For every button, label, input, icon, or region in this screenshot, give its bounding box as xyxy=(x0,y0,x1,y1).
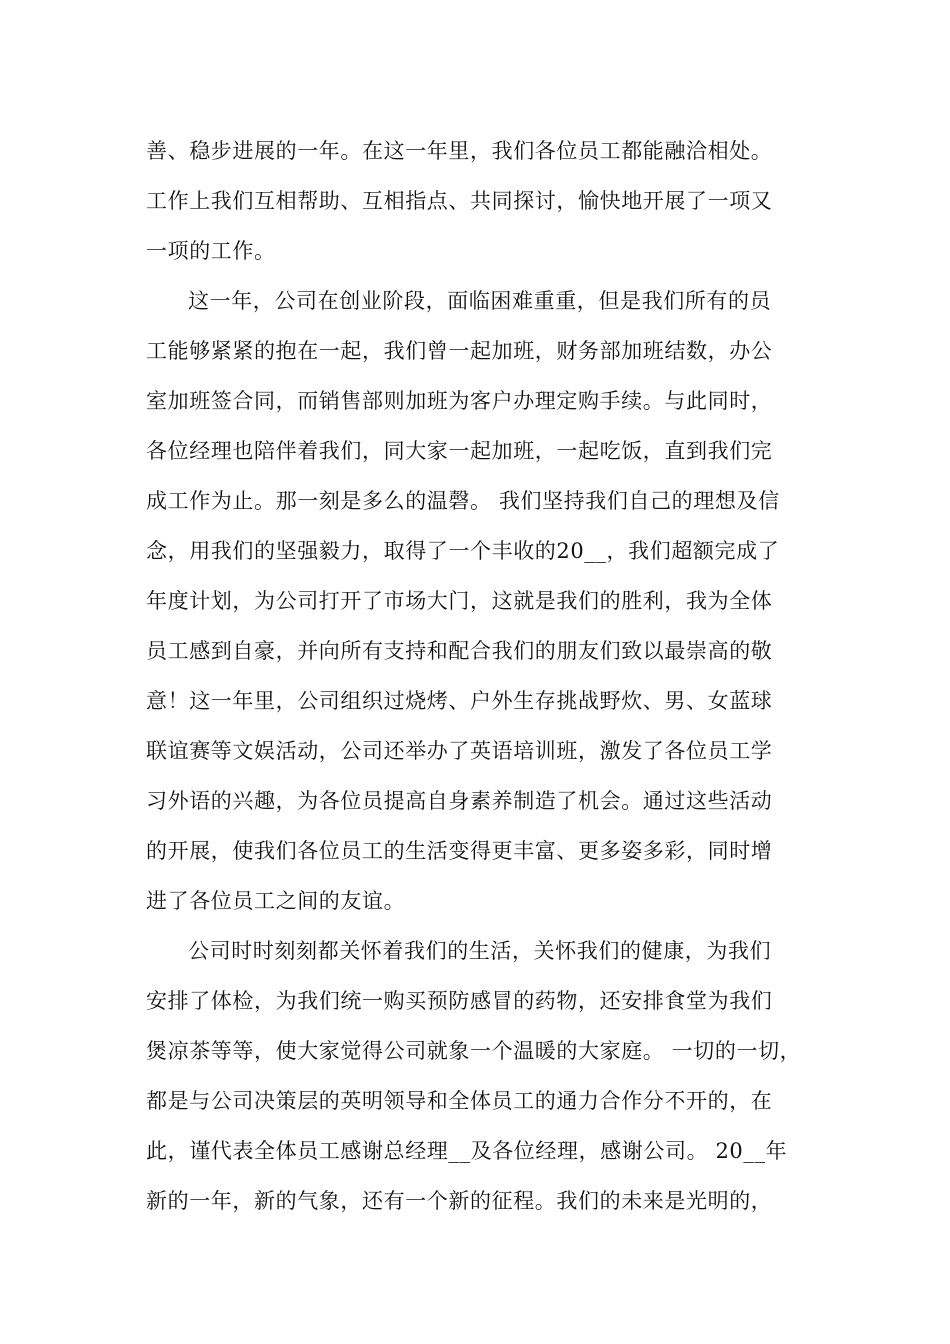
text-line: 工能够紧紧的抱在一起，我们曾一起加班，财务部加班结数，办公 xyxy=(146,339,773,363)
text-line: 进了各位员工之间的友谊。 xyxy=(146,889,406,913)
text-line: 年度计划，为公司打开了市场大门，这就是我们的胜利，我为全体 xyxy=(146,589,773,613)
text-line: 意！这一年里，公司组织过烧烤、户外生存挑战野炊、男、女蓝球 xyxy=(146,689,773,713)
text-line: 善、稳步进展的一年。在这一年里，我们各位员工都能融洽相处。 xyxy=(146,139,773,163)
text-line: 员工感到自豪，并向所有支持和配合我们的朋友们致以最崇高的敬 xyxy=(146,639,773,663)
text-line: 的开展，使我们各位员工的生活变得更丰富、更多姿多彩，同时增 xyxy=(146,839,773,863)
text-line: 念，用我们的坚强毅力，取得了一个丰收的20__，我们超额完成了 xyxy=(146,539,780,563)
text-line: 安排了体检，为我们统一购买预防感冒的药物，还安排食堂为我们 xyxy=(146,989,773,1013)
paragraph-start-line: 这一年，公司在创业阶段，面临困难重重，但是我们所有的员 xyxy=(188,289,772,313)
text-line: 联谊赛等文娱活动，公司还举办了英语培训班，激发了各位员工学 xyxy=(146,739,773,763)
paragraph-start-line: 公司时时刻刻都关怀着我们的生活，关怀我们的健康，为我们 xyxy=(188,939,772,963)
text-line: 各位经理也陪伴着我们，同大家一起加班，一起吃饭，直到我们完 xyxy=(146,439,773,463)
text-line: 成工作为止。那一刻是多么的温磬。 我们坚持我们自己的理想及信 xyxy=(146,489,780,513)
body-text xyxy=(146,126,836,1226)
text-line: 习外语的兴趣，为各位员提高自身素养制造了机会。通过这些活动 xyxy=(146,789,773,813)
text-line: 一项的工作。 xyxy=(146,239,276,263)
text-line: 室加班签合同，而销售部则加班为客户办理定购手续。与此同时， xyxy=(146,389,773,413)
text-line: 都是与公司决策层的英明领导和全体员工的通力合作分不开的，在 xyxy=(146,1089,773,1113)
text-line: 新的一年，新的气象，还有一个新的征程。我们的未来是光明的， xyxy=(146,1189,773,1213)
text-line: 煲凉茶等等，使大家觉得公司就象一个温暖的大家庭。 一切的一切， xyxy=(146,1039,802,1063)
text-line: 此，谨代表全体员工感谢总经理__及各位经理，感谢公司。 20__年 xyxy=(146,1139,788,1163)
text-line: 工作上我们互相帮助、互相指点、共同探讨，愉快地开展了一项又 xyxy=(146,189,773,213)
